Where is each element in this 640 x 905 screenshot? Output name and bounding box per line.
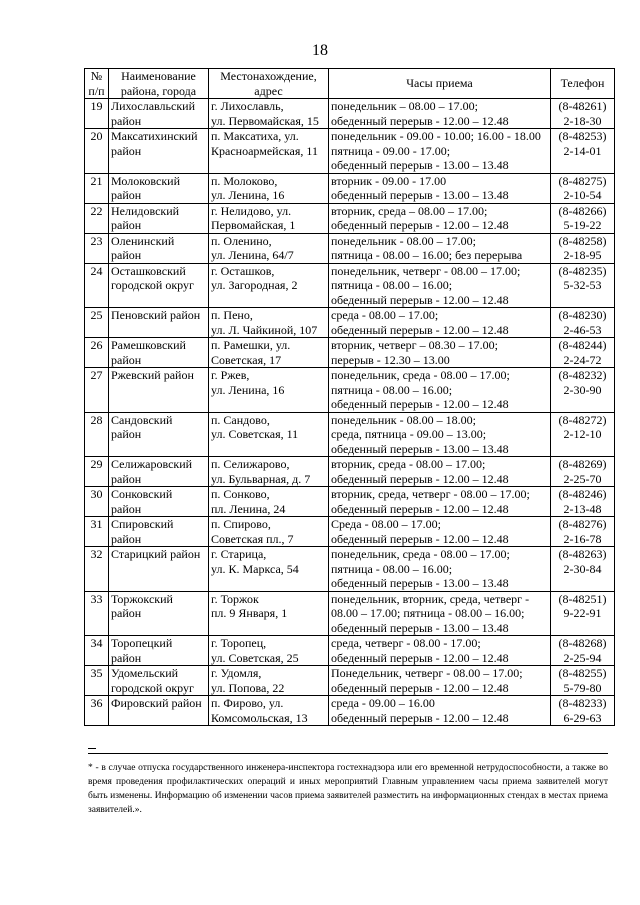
cell-line: 2-12-10 <box>563 427 602 441</box>
cell-line: Сандовский <box>111 412 173 427</box>
cell-hours <box>329 591 551 636</box>
cell-address <box>209 203 329 233</box>
table-row <box>85 129 615 174</box>
cell-hours <box>329 487 551 517</box>
cell-number: 28 <box>85 412 109 457</box>
table-row <box>85 547 615 592</box>
cell-line: обеденный перерыв - 13.00 – 13.48 <box>331 620 509 635</box>
cell-line: пятница - 08.00 – 16.00; <box>331 561 453 576</box>
cell-line: обеденный перерыв - 12.00 – 12.48 <box>331 113 509 128</box>
cell-line: район <box>111 352 142 367</box>
cell-hours <box>329 99 551 129</box>
header-address <box>209 69 329 99</box>
cell-line: обеденный перерыв - 13.00 – 13.48 <box>331 576 509 590</box>
cell-number: 19 <box>85 99 109 129</box>
cell-line: г. Удомля, <box>211 666 262 680</box>
cell-line: пл. Ленина, 24 <box>211 501 286 516</box>
cell-hours <box>329 636 551 666</box>
cell-line: (8-48253) <box>558 129 607 143</box>
cell-line: вторник - 09.00 - 17.00 <box>331 173 447 188</box>
cell-line: обеденный перерыв - 12.00 – 12.48 <box>331 292 509 307</box>
cell-line: Местонахождение, <box>220 69 317 83</box>
table-row <box>85 99 615 129</box>
cell-district-name <box>109 129 209 174</box>
cell-phone <box>551 666 615 696</box>
cell-number: 20 <box>85 129 109 174</box>
cell-line: 2-30-90 <box>563 382 602 397</box>
cell-hours <box>329 517 551 547</box>
cell-line: п. Спирово, <box>211 517 271 531</box>
cell-line: Осташковский <box>111 263 186 278</box>
cell-address <box>209 173 329 203</box>
cell-address <box>209 412 329 457</box>
cell-line: обеденный перерыв - 13.00 – 13.48 <box>331 188 509 202</box>
cell-line: Ржевский район <box>111 368 194 382</box>
cell-line: (8-48266) <box>558 203 607 218</box>
cell-line: Среда - 08.00 – 17.00; <box>331 517 441 531</box>
cell-line: п. Селижарово, <box>211 457 290 471</box>
cell-phone <box>551 368 615 413</box>
cell-line: (8-48268) <box>558 636 607 650</box>
cell-line: 2-25-94 <box>563 650 602 665</box>
cell-address <box>209 233 329 263</box>
cell-line: г. Торжок <box>211 591 259 606</box>
cell-line: Сонковский <box>111 487 173 501</box>
cell-phone <box>551 129 615 174</box>
cell-line: Советская пл., 7 <box>211 531 294 546</box>
cell-district-name <box>109 233 209 263</box>
cell-hours <box>329 457 551 487</box>
cell-line: Старицкий район <box>111 547 201 561</box>
cell-line: район <box>111 113 142 128</box>
cell-line: вторник, среда – 08.00 – 17.00; <box>331 203 488 218</box>
cell-line: (8-48246) <box>558 487 607 501</box>
cell-line: район <box>111 248 142 262</box>
table-row <box>85 457 615 487</box>
cell-line: ул. К. Маркса, 54 <box>211 561 299 576</box>
cell-address <box>209 129 329 174</box>
cell-line: (8-48232) <box>558 368 607 382</box>
cell-phone <box>551 547 615 592</box>
cell-phone <box>551 457 615 487</box>
cell-line: ул. Бульварная, д. 7 <box>211 471 311 486</box>
cell-number: 22 <box>85 203 109 233</box>
cell-number: 34 <box>85 636 109 666</box>
cell-line: район <box>111 501 142 516</box>
cell-district-name <box>109 203 209 233</box>
cell-line: 5-79-80 <box>563 680 602 695</box>
cell-line: 2-18-95 <box>563 248 602 262</box>
cell-line: район <box>111 471 142 486</box>
table-row <box>85 368 615 413</box>
cell-line: 2-13-48 <box>563 501 602 516</box>
cell-line: среда, пятница - 09.00 – 13.00; <box>331 427 487 441</box>
cell-number: 31 <box>85 517 109 547</box>
cell-phone <box>551 338 615 368</box>
cell-line: обеденный перерыв - 12.00 – 12.48 <box>331 650 509 665</box>
cell-line: (8-48263) <box>558 547 607 561</box>
table-row <box>85 487 615 517</box>
cell-line: 2-46-53 <box>563 322 602 337</box>
cell-address <box>209 368 329 413</box>
cell-line: г. Торопец, <box>211 636 267 650</box>
cell-hours <box>329 263 551 308</box>
cell-line: Торопецкий <box>111 636 173 650</box>
cell-line: Нелидовский <box>111 203 180 218</box>
cell-line: обеденный перерыв - 12.00 – 12.48 <box>331 471 509 486</box>
cell-address <box>209 636 329 666</box>
cell-line: Спировский <box>111 517 174 531</box>
cell-line: г. Ржев, <box>211 368 250 382</box>
cell-line: п. Фирово, ул. <box>211 696 284 710</box>
cell-hours <box>329 173 551 203</box>
cell-line: ул. Первомайская, 15 <box>211 113 319 128</box>
cell-line: (8-48258) <box>558 233 607 248</box>
cell-line: городской округ <box>111 278 194 292</box>
cell-district-name <box>109 308 209 338</box>
page-number: 18 <box>312 42 328 59</box>
cell-address <box>209 263 329 308</box>
cell-phone <box>551 517 615 547</box>
cell-line: (8-48251) <box>558 591 607 606</box>
cell-number: 33 <box>85 591 109 636</box>
cell-address <box>209 666 329 696</box>
cell-district-name <box>109 636 209 666</box>
header-name <box>109 69 209 99</box>
cell-number: 26 <box>85 338 109 368</box>
table-row <box>85 591 615 636</box>
cell-line: 2-30-84 <box>563 561 602 576</box>
cell-line: Удомельский <box>111 666 179 680</box>
cell-hours <box>329 308 551 338</box>
cell-address <box>209 547 329 592</box>
cell-hours <box>329 233 551 263</box>
cell-line: 2-10-54 <box>563 188 602 202</box>
table-row <box>85 173 615 203</box>
cell-district-name <box>109 696 209 726</box>
cell-phone <box>551 487 615 517</box>
cell-line: ул. Советская, 11 <box>211 427 299 441</box>
cell-phone <box>551 412 615 457</box>
cell-line: вторник, четверг – 08.30 – 17.00; <box>331 338 498 352</box>
cell-line: среда - 08.00 – 17.00; <box>331 308 439 322</box>
cell-district-name <box>109 173 209 203</box>
cell-district-name <box>109 99 209 129</box>
cell-line: пятница - 09.00 - 17.00; <box>331 143 451 158</box>
cell-line: ул. Л. Чайкиной, 107 <box>211 322 318 337</box>
cell-line: пл. 9 Января, 1 <box>211 606 288 620</box>
cell-number: 21 <box>85 173 109 203</box>
cell-address <box>209 338 329 368</box>
table-row <box>85 666 615 696</box>
cell-line: понедельник, четверг - 08.00 – 17.00; <box>331 263 521 278</box>
cell-line: обеденный перерыв - 12.00 – 12.48 <box>331 501 509 516</box>
footnote-separator <box>88 753 608 754</box>
cell-address <box>209 591 329 636</box>
cell-line: обеденный перерыв - 12.00 – 12.48 <box>331 397 509 411</box>
cell-number: 29 <box>85 457 109 487</box>
cell-line: Селижаровский <box>111 457 193 471</box>
cell-line: г. Осташков, <box>211 263 275 278</box>
cell-line: район <box>111 143 142 158</box>
cell-address <box>209 696 329 726</box>
cell-line: обеденный перерыв - 12.00 – 12.48 <box>331 710 509 725</box>
cell-line: район <box>111 427 142 441</box>
table-row <box>85 308 615 338</box>
cell-number: 35 <box>85 666 109 696</box>
cell-line: г. Нелидово, ул. <box>211 203 292 218</box>
cell-line: Первомайская, 1 <box>211 218 296 232</box>
cell-line: п. Рамешки, ул. <box>211 338 291 352</box>
cell-hours <box>329 412 551 457</box>
footnote-separator-dash <box>88 748 96 749</box>
cell-line: ул. Загородная, 2 <box>211 278 298 292</box>
cell-line: п. Сонково, <box>211 487 270 501</box>
cell-line: г. Лихославль, <box>211 99 284 113</box>
cell-line: 2-16-78 <box>563 531 602 546</box>
cell-phone <box>551 591 615 636</box>
cell-district-name <box>109 666 209 696</box>
cell-number: 30 <box>85 487 109 517</box>
cell-line: (8-48276) <box>558 517 607 531</box>
cell-line: район <box>111 531 142 546</box>
cell-line: Комсомольская, 13 <box>211 710 308 725</box>
cell-line: Максатихинский <box>111 129 198 143</box>
reception-hours-table <box>84 68 615 726</box>
cell-address <box>209 308 329 338</box>
cell-district-name <box>109 547 209 592</box>
cell-line: Красноармейская, 11 <box>211 143 318 158</box>
cell-line: понедельник – 08.00 – 17.00; <box>331 99 478 113</box>
cell-hours <box>329 338 551 368</box>
cell-address <box>209 99 329 129</box>
cell-line: 6-29-63 <box>563 710 602 725</box>
cell-line: понедельник, вторник, среда, четверг - <box>331 591 530 606</box>
cell-line: Пеновский район <box>111 308 201 322</box>
cell-number: 23 <box>85 233 109 263</box>
cell-line: понедельник - 09.00 - 10.00; 16.00 - 18.00 <box>331 129 541 143</box>
cell-line: 5-32-53 <box>563 278 602 292</box>
cell-line: городской округ <box>111 680 194 695</box>
cell-line: (8-48272) <box>558 412 607 427</box>
cell-line: п. Пено, <box>211 308 253 322</box>
footnote-text: * - в случае отпуска государственного инженера-инспектора гостехнадзора или его временной нетрудоспособности, а также во время проведения профилактических операций и иных мероприятий Главным управлением часы приема заявителей могут быть изменены. Информацию об изменении часов приема заявителей разместить на информационных стендах в местах приема заявителей.». <box>88 763 608 815</box>
cell-district-name <box>109 263 209 308</box>
cell-line: обеденный перерыв - 12.00 – 12.48 <box>331 680 509 695</box>
cell-line: п. Максатиха, ул. <box>211 129 299 143</box>
cell-line: район <box>111 218 142 232</box>
cell-line: пятница - 08.00 – 16.00; без перерыва <box>331 248 523 262</box>
cell-line: обеденный перерыв - 13.00 – 13.48 <box>331 158 509 172</box>
cell-line: перерыв - 12.30 – 13.00 <box>331 352 450 367</box>
cell-line: 5-19-22 <box>563 218 602 232</box>
cell-line: обеденный перерыв - 13.00 – 13.48 <box>331 441 509 456</box>
cell-line: ул. Ленина, 64/7 <box>211 248 294 262</box>
cell-number: 27 <box>85 368 109 413</box>
cell-line: 9-22-91 <box>563 606 602 620</box>
cell-line: Торжокский <box>111 591 173 606</box>
cell-line: среда - 09.00 – 16.00 <box>331 696 435 710</box>
table-row <box>85 412 615 457</box>
cell-line: Телефон <box>560 76 605 91</box>
cell-line: 2-25-70 <box>563 471 602 486</box>
cell-line: (8-48261) <box>558 99 607 113</box>
cell-line: понедельник - 08.00 – 17.00; <box>331 233 476 248</box>
cell-line: понедельник, среда - 08.00 – 17.00; <box>331 547 510 561</box>
cell-phone <box>551 636 615 666</box>
cell-line: вторник, среда, четверг - 08.00 – 17.00; <box>331 487 530 501</box>
cell-hours <box>329 696 551 726</box>
cell-line: (8-48255) <box>558 666 607 680</box>
table-row <box>85 517 615 547</box>
cell-district-name <box>109 338 209 368</box>
table-row <box>85 203 615 233</box>
cell-line: (8-48230) <box>558 308 607 322</box>
cell-line: Наименование <box>121 69 196 83</box>
cell-line: Фировский район <box>111 696 202 710</box>
cell-line: п/п <box>88 83 105 98</box>
cell-line: п. Молоково, <box>211 173 278 188</box>
cell-line: пятница - 08.00 – 16.00; <box>331 382 453 397</box>
cell-hours <box>329 666 551 696</box>
cell-district-name <box>109 457 209 487</box>
cell-line: район <box>111 650 142 665</box>
cell-line: пятница - 08.00 – 16.00; <box>331 278 453 292</box>
cell-line: адрес <box>254 83 283 98</box>
cell-line: г. Старица, <box>211 547 267 561</box>
cell-line: ул. Советская, 25 <box>211 650 299 665</box>
cell-line: (8-48275) <box>558 173 607 188</box>
cell-line: района, города <box>120 83 197 98</box>
cell-phone <box>551 696 615 726</box>
cell-line: (8-48269) <box>558 457 607 471</box>
cell-district-name <box>109 517 209 547</box>
cell-district-name <box>109 368 209 413</box>
cell-line: обеденный перерыв - 12.00 – 12.48 <box>331 218 509 232</box>
table-row <box>85 696 615 726</box>
cell-line: район <box>111 606 142 620</box>
cell-line: 2-18-30 <box>563 113 602 128</box>
cell-line: п. Оленино, <box>211 233 272 248</box>
cell-line: ул. Попова, 22 <box>211 680 285 695</box>
cell-line: Понедельник, четверг - 08.00 – 17.00; <box>331 666 523 680</box>
cell-line: среда, четверг - 08.00 - 17.00; <box>331 636 481 650</box>
cell-line: 2-24-72 <box>563 352 602 367</box>
cell-line: Часы приема <box>406 76 473 91</box>
cell-hours <box>329 368 551 413</box>
cell-line: Рамешковский <box>111 338 186 352</box>
cell-line: (8-48233) <box>558 696 607 710</box>
cell-line: 2-14-01 <box>563 143 602 158</box>
cell-district-name <box>109 487 209 517</box>
cell-line: вторник, среда - 08.00 – 17.00; <box>331 457 486 471</box>
cell-line: ул. Ленина, 16 <box>211 188 285 202</box>
cell-line: Молоковский <box>111 173 181 188</box>
header-phone <box>551 69 615 99</box>
header-num <box>85 69 109 99</box>
cell-line: (8-48235) <box>558 263 607 278</box>
cell-hours <box>329 547 551 592</box>
cell-phone <box>551 203 615 233</box>
header-hours <box>329 69 551 99</box>
cell-phone <box>551 263 615 308</box>
cell-line: ул. Ленина, 16 <box>211 382 285 397</box>
cell-line: (8-48244) <box>558 338 607 352</box>
cell-line: п. Сандово, <box>211 412 270 427</box>
cell-line: район <box>111 188 142 202</box>
cell-line: понедельник, среда - 08.00 – 17.00; <box>331 368 510 382</box>
cell-line: Лихославльский <box>111 99 196 113</box>
cell-line: 08.00 – 17.00; пятница - 08.00 – 16.00; <box>331 606 525 620</box>
cell-hours <box>329 203 551 233</box>
cell-phone <box>551 99 615 129</box>
cell-address <box>209 457 329 487</box>
cell-phone <box>551 173 615 203</box>
cell-address <box>209 487 329 517</box>
cell-number: 25 <box>85 308 109 338</box>
cell-number: 32 <box>85 547 109 592</box>
cell-address <box>209 517 329 547</box>
cell-number: 24 <box>85 263 109 308</box>
cell-line: понедельник - 08.00 – 18.00; <box>331 412 476 427</box>
cell-line: обеденный перерыв - 12.00 – 12.48 <box>331 322 509 337</box>
cell-line: Советская, 17 <box>211 352 282 367</box>
cell-phone <box>551 308 615 338</box>
table-row <box>85 636 615 666</box>
cell-phone <box>551 233 615 263</box>
table-row <box>85 338 615 368</box>
cell-line: Оленинский <box>111 233 175 248</box>
cell-hours <box>329 129 551 174</box>
cell-district-name <box>109 591 209 636</box>
cell-number: 36 <box>85 696 109 726</box>
cell-line: № <box>90 69 103 83</box>
table-header-row <box>85 69 615 99</box>
cell-line: обеденный перерыв - 12.00 – 12.48 <box>331 531 509 546</box>
table-row <box>85 263 615 308</box>
table-row <box>85 233 615 263</box>
cell-district-name <box>109 412 209 457</box>
